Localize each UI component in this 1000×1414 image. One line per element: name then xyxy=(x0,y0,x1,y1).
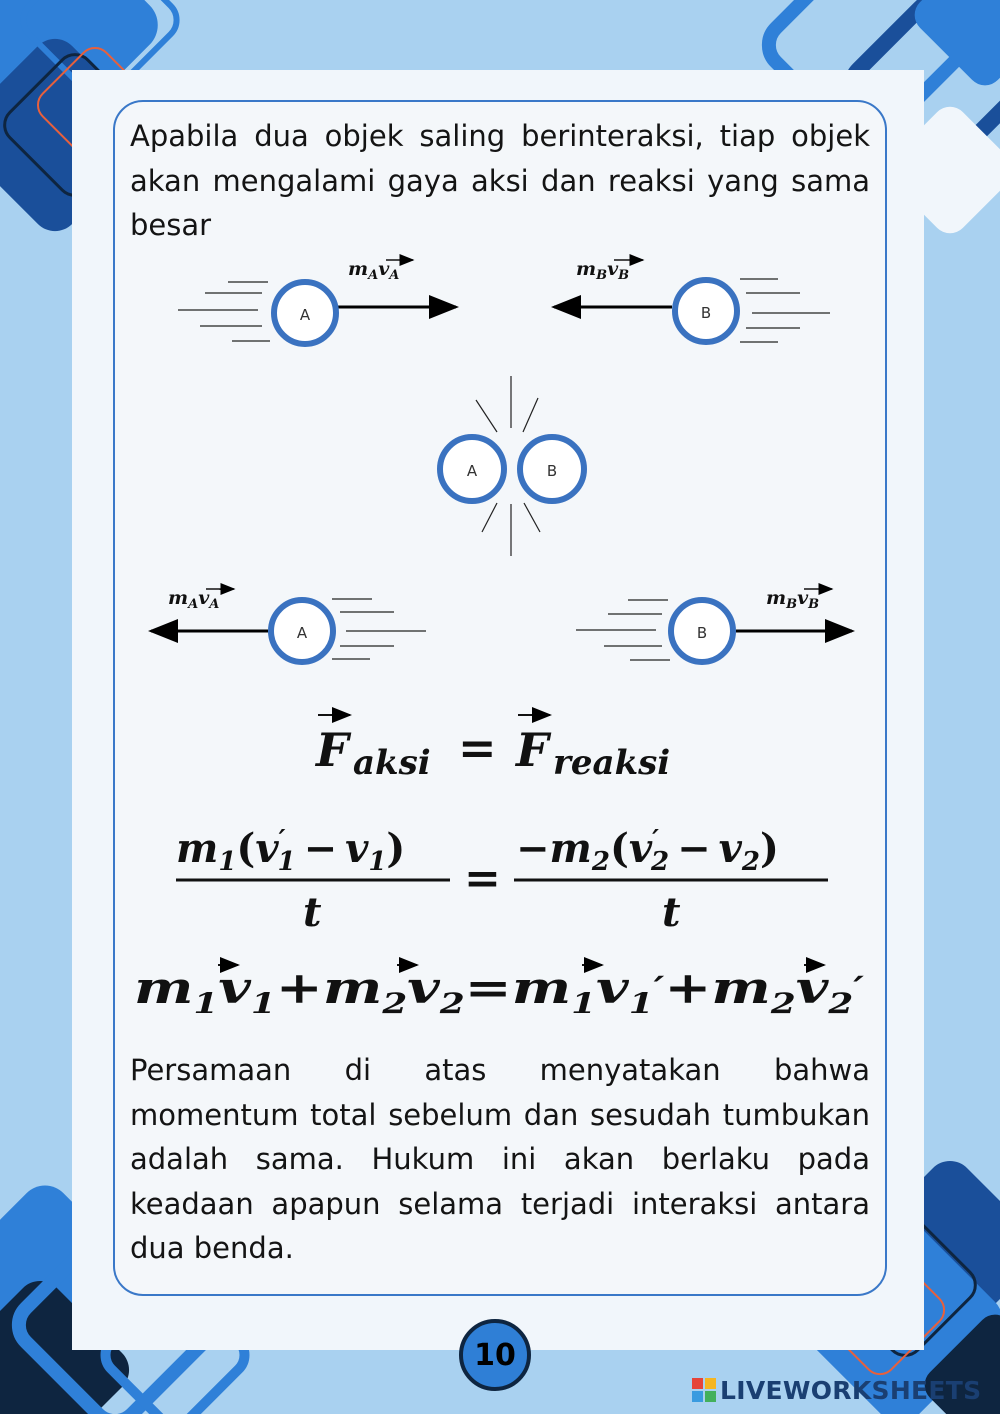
momentum-conservation-text xyxy=(134,963,865,1020)
minus-sign: − xyxy=(677,825,711,872)
velocity-symbol: v xyxy=(628,825,653,872)
velocity-subscript: 2 xyxy=(828,987,848,1020)
ball-b-label: B xyxy=(696,624,708,642)
mass-symbol: m xyxy=(711,963,758,1014)
force-symbol: F xyxy=(316,723,349,777)
lhs-numerator xyxy=(176,825,405,877)
logo-square-yellow xyxy=(705,1378,716,1389)
force-symbol: F xyxy=(516,723,549,777)
force-subscript: reaksi xyxy=(553,743,671,783)
logo-square-blue xyxy=(692,1391,703,1402)
mass-symbol: m xyxy=(176,825,219,872)
motion-lines-b xyxy=(740,279,830,342)
minus-sign: − xyxy=(303,825,338,872)
velocity-subscript: 2 xyxy=(650,847,670,877)
ball-a-label: A xyxy=(466,462,478,480)
page-number xyxy=(459,1319,531,1391)
mass-subscript: 2 xyxy=(770,987,791,1020)
after-collision-ball-a xyxy=(151,583,426,662)
mass-symbol: m xyxy=(134,963,181,1014)
mass-subscript: A xyxy=(188,597,199,612)
equation-momentum-conservation xyxy=(134,963,865,1020)
paren: ) xyxy=(386,825,406,872)
velocity-subscript: A xyxy=(209,597,220,612)
mass-subscript: B xyxy=(596,268,608,283)
velocity-subscript: B xyxy=(618,268,630,283)
before-collision-ball-b xyxy=(554,258,830,342)
velocity-symbol: v xyxy=(198,587,210,609)
velocity-symbol: v xyxy=(218,963,244,1014)
velocity-subscript: 1 xyxy=(628,987,649,1020)
prime-mark: ′ xyxy=(219,583,225,605)
velocity-subscript: 1 xyxy=(250,987,271,1020)
rhs-denominator: t xyxy=(662,889,681,936)
ball-a-label: A xyxy=(299,306,311,324)
logo-square-red xyxy=(692,1378,703,1389)
equals-sign: = xyxy=(458,721,497,775)
mass-subscript: 1 xyxy=(218,847,237,877)
motion-lines-b xyxy=(576,600,670,660)
equation-action-reaction xyxy=(314,715,670,783)
prime-mark: ′ xyxy=(819,583,825,605)
liveworksheets-brand xyxy=(692,1374,981,1406)
velocity-subscript: 1 xyxy=(277,847,296,877)
intro-paragraph: Apabila dua objek saling berinteraksi, tiap objek akan mengalami gaya aksi dan reaksi yang sama besar xyxy=(130,119,870,242)
velocity-symbol: v xyxy=(795,963,822,1014)
mass-symbol: m xyxy=(168,587,189,609)
mass-symbol: m xyxy=(511,963,559,1014)
velocity-subscript: 2 xyxy=(439,987,460,1020)
velocity-symbol: v xyxy=(718,825,742,872)
velocity-symbol: v xyxy=(255,825,279,872)
mass-subscript: A xyxy=(368,268,379,283)
velocity-subscript: 1 xyxy=(368,847,387,877)
paren: ( xyxy=(236,825,256,872)
prime-mark: ′ xyxy=(278,825,286,855)
equals-sign: = xyxy=(464,853,501,904)
negative-sign: − xyxy=(516,825,550,872)
ball-a-label: A xyxy=(296,624,308,642)
mass-symbol: m xyxy=(348,258,369,280)
plus-sign: + xyxy=(275,963,313,1014)
momentum-label-a-after xyxy=(168,583,224,612)
mass-symbol: m xyxy=(322,963,370,1014)
prime-mark: ′ xyxy=(652,825,659,855)
prime-mark: ′ xyxy=(653,969,663,1007)
mass-subscript: 2 xyxy=(591,847,610,877)
velocity-symbol: v xyxy=(596,963,622,1014)
mass-subscript: 1 xyxy=(193,987,213,1020)
logo-square-green xyxy=(705,1391,716,1402)
mass-subscript: 2 xyxy=(382,987,402,1020)
equation-impulse-fraction xyxy=(176,825,828,936)
conclusion-paragraph: Persamaan di atas menyatakan bahwa momentum total sebelum dan sesudah tumbukan adalah sama. Hukum ini akan berlaku pada keadaan apapun selama terjadi interaksi antara dua benda. xyxy=(130,1053,870,1265)
brand-name: LIVEWORKSHEETS xyxy=(720,1375,982,1405)
velocity-subscript: 2 xyxy=(741,847,760,877)
velocity-symbol: v xyxy=(345,825,369,872)
ball-b-label: B xyxy=(700,304,712,322)
liveworksheets-logo-icon xyxy=(692,1378,716,1402)
force-subscript: aksi xyxy=(353,743,431,783)
velocity-symbol: v xyxy=(797,587,809,609)
mass-symbol: m xyxy=(766,587,787,609)
velocity-subscript: A xyxy=(389,268,400,283)
page-number-text: 10 xyxy=(474,1337,516,1373)
momentum-label-b-before xyxy=(576,258,629,283)
after-collision-ball-b xyxy=(576,583,852,662)
velocity-symbol: v xyxy=(407,963,433,1014)
paren: ( xyxy=(609,825,629,872)
before-collision-ball-a xyxy=(178,258,456,344)
velocity-subscript: B xyxy=(808,597,820,612)
mass-subscript: B xyxy=(786,597,798,612)
momentum-label-b-after xyxy=(766,583,824,612)
mass-symbol: m xyxy=(549,825,592,872)
velocity-symbol: v xyxy=(607,258,619,280)
lhs-denominator: t xyxy=(303,889,322,936)
plus-sign: + xyxy=(664,963,702,1014)
rhs-numerator xyxy=(516,825,779,877)
equals-sign: = xyxy=(464,963,502,1014)
velocity-symbol: v xyxy=(378,258,390,280)
collision-impact xyxy=(440,376,584,556)
paren: ) xyxy=(759,825,779,872)
motion-lines-a xyxy=(178,282,270,341)
mass-symbol: m xyxy=(576,258,597,280)
mass-subscript: 1 xyxy=(571,987,591,1020)
prime-mark: ′ xyxy=(853,969,862,1007)
momentum-label-a-before xyxy=(348,258,399,283)
ball-b-label: B xyxy=(546,462,558,480)
motion-lines-a xyxy=(332,599,426,659)
